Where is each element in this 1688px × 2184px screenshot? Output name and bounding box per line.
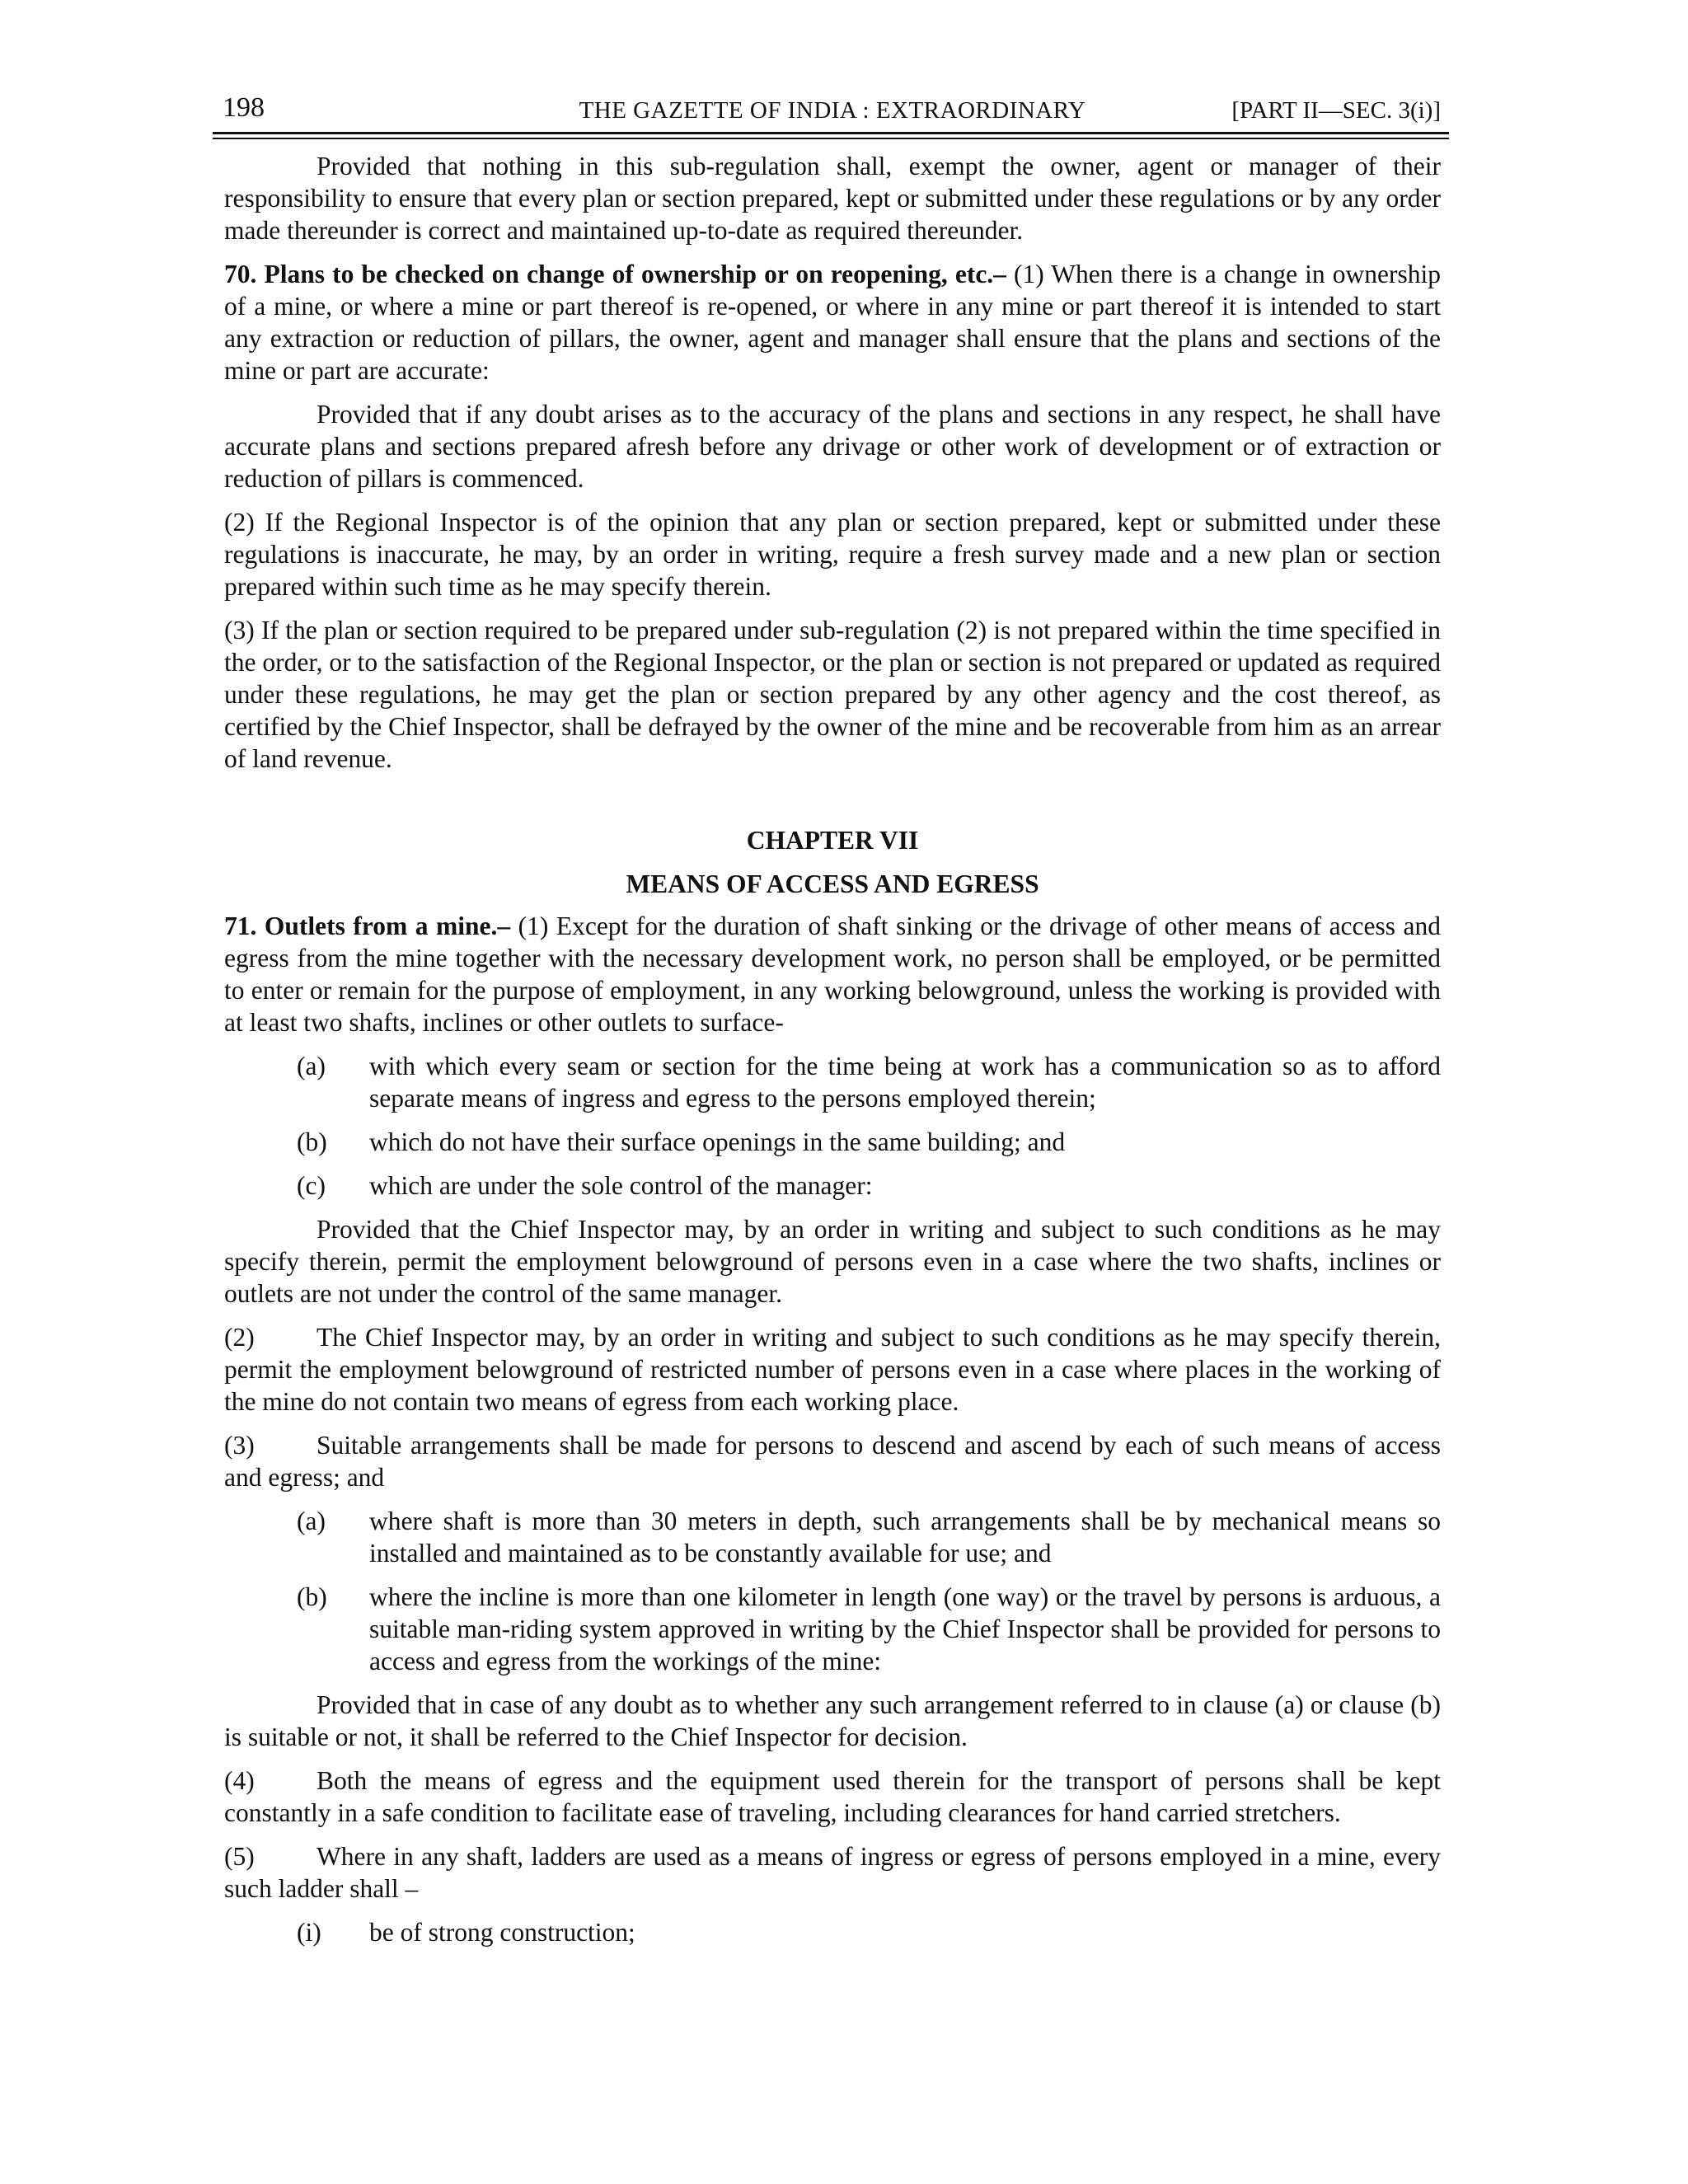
- clause-text: which do not have their surface openings in the same building; and: [369, 1127, 1066, 1156]
- clause-item: [224, 1581, 1441, 1677]
- subsection-text: The Chief Inspector may, by an order in writing and subject to such conditions as he may specify therein, permit the employment belowground of restricted number of persons even in a case where places in the working of the mine do not contain two means of egress from each working place.: [224, 1323, 1441, 1416]
- clause-label: (b): [297, 1582, 327, 1611]
- regulation-71-subsection-4: [224, 1765, 1441, 1829]
- regulation-71-3-proviso: Provided that in case of any doubt as to whether any such arrangement referred to in clause (a) or clause (b) is suitable or not, it shall be referred to the Chief Inspector for decision.: [224, 1690, 1441, 1751]
- regulation-70-subsection-2: (2) If the Regional Inspector is of the opinion that any plan or section prepared, kept or submitted under these regulations is inaccurate, he may, by an order in writing, require a fresh survey made and a new plan or section prepared within such time as he may specify therein.: [224, 508, 1441, 601]
- clause-label: (i): [297, 1918, 321, 1947]
- regulation-70-proviso: Provided that if any doubt arises as to the accuracy of the plans and sections in any respect, he shall have accurate plans and sections prepared afresh before any drivage or other work of development or of extraction or reduction of pillars is commenced.: [224, 400, 1441, 493]
- clause-label: (c): [297, 1171, 326, 1200]
- chapter-number: CHAPTER VII: [746, 826, 919, 855]
- regulation-71-1-proviso: Provided that the Chief Inspector may, by an order in writing and subject to such conditions as he may specify therein, permit the employment belowground of persons even in a case where the two shafts, inclines or outlets are not under the control of the same manager.: [224, 1215, 1441, 1308]
- header-rule-thin: [213, 138, 1449, 139]
- regulation-71-heading: 71. Outlets from a mine.–: [224, 912, 511, 940]
- page-header: [224, 89, 1441, 129]
- regulation-71-text: (1) Except for the duration of shaft sinking or the drivage of other means of access and egress from the mine together with the necessary development work, no person shall be employed, or be permitted to enter or remain for the purpose of employment, in any working belowground, unless the working is provided with at least two shafts, inclines or other outlets to surface-: [224, 912, 1441, 1037]
- clause-text: be of strong construction;: [369, 1918, 635, 1947]
- page-body: [224, 150, 1441, 1960]
- clause-item: [224, 1050, 1441, 1114]
- regulation-70-text: (1) When there is a change in ownership of a mine, or where a mine or part thereof is re-opened, or where in any mine or part thereof it is intended to start any extraction or reduction of pillars, the owner, agent and manager shall ensure that the plans and sections of the mine or part are accurate:: [224, 260, 1441, 385]
- chapter-title: MEANS OF ACCESS AND EGRESS: [626, 869, 1039, 898]
- part-section-label: [PART II—SEC. 3(i)]: [1231, 97, 1441, 124]
- clause-text: with which every seam or section for the time being at work has a communication so as to afford separate means of ingress and egress to the persons employed therein;: [369, 1052, 1441, 1113]
- proviso-paragraph: Provided that nothing in this sub-regulation shall, exempt the owner, agent or manager of their responsibility to ensure that every plan or section prepared, kept or submitted under these regulations or by any order made thereunder is correct and maintained up-to-date as required thereunder.: [224, 152, 1441, 245]
- subsection-number: (2): [224, 1323, 255, 1352]
- clause-text: which are under the sole control of the manager:: [369, 1171, 873, 1200]
- clause-item: [224, 1505, 1441, 1569]
- regulation-71: [224, 910, 1441, 1038]
- subsection-text: Suitable arrangements shall be made for persons to descend and ascend by each of such means of access and egress; and: [224, 1431, 1441, 1492]
- clause-item: [224, 1916, 1441, 1948]
- regulation-70-subsection-3: (3) If the plan or section required to be prepared under sub-regulation (2) is not prepared within the time specified in the order, or to the satisfaction of the Regional Inspector, or the plan or section is not prepared or updated as required under these regulations, he may get the plan or section prepared by any other agency and the cost thereof, as certified by the Chief Inspector, shall be defrayed by the owner of the mine and be recoverable from him as an arrear of land revenue.: [224, 616, 1441, 773]
- clause-text: where the incline is more than one kilometer in length (one way) or the travel by persons is arduous, a suitable man-riding system approved in writing by the Chief Inspector shall be provided for persons to access and egress from the workings of the mine:: [369, 1582, 1441, 1675]
- regulation-70-heading: 70. Plans to be checked on change of ownership or on reopening, etc.–: [224, 260, 1006, 288]
- gazette-page: [223, 89, 1441, 1947]
- clause-label: (a): [297, 1052, 326, 1080]
- clause-item: [224, 1169, 1441, 1202]
- gazette-title: THE GAZETTE OF INDIA : EXTRAORDINARY: [579, 97, 1086, 124]
- regulation-71-subsection-5: [224, 1840, 1441, 1905]
- subsection-text: Both the means of egress and the equipment used therein for the transport of persons shall be kept constantly in a safe condition to facilitate ease of traveling, including clearances for hand carried stretchers.: [224, 1766, 1441, 1827]
- clause-label: (a): [297, 1507, 326, 1535]
- header-rule-thick: [213, 132, 1449, 134]
- subsection-number: (3): [224, 1431, 255, 1460]
- clause-item: [224, 1126, 1441, 1158]
- clause-label: (b): [297, 1127, 327, 1156]
- subsection-number: (5): [224, 1842, 255, 1871]
- page-number: 198: [223, 92, 265, 123]
- subsection-number: (4): [224, 1766, 255, 1795]
- regulation-71-subsection-3: [224, 1429, 1441, 1493]
- regulation-70: [224, 258, 1441, 387]
- regulation-71-subsection-2: [224, 1321, 1441, 1418]
- subsection-text: Where in any shaft, ladders are used as a means of ingress or egress of persons employed in a mine, every such ladder shall –: [224, 1842, 1441, 1903]
- clause-text: where shaft is more than 30 meters in depth, such arrangements shall be by mechanical means so installed and maintained as to be constantly available for use; and: [369, 1507, 1441, 1568]
